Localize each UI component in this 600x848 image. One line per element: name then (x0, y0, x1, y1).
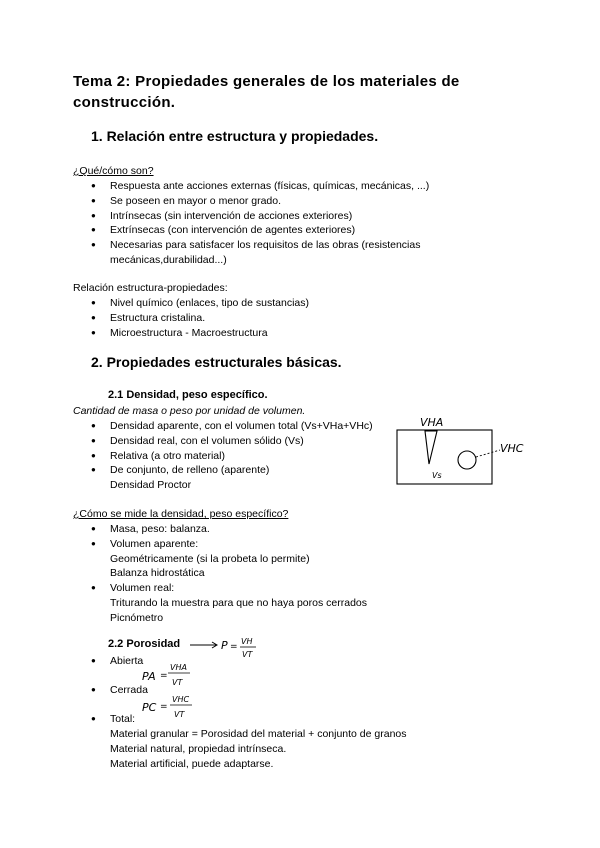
list-item: ● Relativa (a otro material) (91, 449, 391, 464)
porosity-total-lines: Material granular = Porosidad del material + conjunto de granos Material natural, propiedad intrínseca. Material artificial, puede adaptarse. (110, 728, 407, 770)
list-item: ● Se poseen en mayor o menor grado. (91, 194, 431, 209)
relation-bullets (91, 296, 431, 340)
list-item: ● Extrínsecas (con intervención de agentes exteriores) (91, 223, 431, 238)
open-pore-shape (425, 431, 437, 464)
list-item: ● Necesarias para satisfacer los requisitos de las obras (resistencias mecánicas,durabilidad...) (91, 238, 431, 268)
relation-label: Relación estructura-propiedades: (73, 282, 228, 294)
svg-text:VT: VT (172, 678, 183, 687)
pointer-line (476, 450, 500, 457)
subsection-2-2-heading: 2.2 Porosidad (108, 638, 181, 650)
formula-open (140, 660, 230, 692)
list-item: ● Masa, peso: balanza. (91, 522, 451, 537)
svg-text:=: = (230, 642, 238, 652)
formula-lhs: P (221, 639, 228, 652)
list-item: ● Estructura cristalina. (91, 311, 431, 326)
list-item: ● Volumen real: Triturando la muestra para que no haya poros cerrados Picnómetro (91, 581, 451, 625)
label-vhc: VHC (500, 442, 524, 455)
svg-text:=: = (160, 671, 168, 681)
section-1-heading: 1. Relación entre estructura y propiedades. (91, 128, 379, 144)
list-item: ● Volumen aparente: Geométricamente (si la probeta lo permite) Balanza hidrostática (91, 537, 451, 581)
density-definition: Cantidad de masa o peso por unidad de volumen. (73, 405, 306, 417)
porosity-total (91, 712, 135, 727)
sample-box (397, 430, 492, 484)
list-item: ● Intrínsecas (sin intervención de acciones exteriores) (91, 209, 431, 224)
density-bullets (91, 419, 391, 478)
list-item: ● Nivel químico (enlaces, tipo de sustancias) (91, 296, 431, 311)
svg-text:VHA: VHA (170, 663, 187, 672)
list-item: ● Total: (91, 712, 135, 727)
svg-text:PA: PA (142, 670, 156, 683)
svg-text:PC: PC (142, 701, 157, 714)
list-item: ● De conjunto, de relleno (aparente) (91, 463, 391, 478)
measure-question: ¿Cómo se mide la densidad, peso específico? (73, 508, 289, 520)
subsection-2-1-heading: 2.1 Densidad, peso específico. (108, 389, 268, 401)
volume-sketch (392, 410, 532, 490)
density-proctor: Densidad Proctor (110, 479, 192, 491)
label-vs: Vs (432, 471, 442, 480)
list-item: ● Microestructura - Macroestructura (91, 326, 431, 341)
closed-pore-shape (458, 451, 476, 469)
svg-text:VT: VT (174, 710, 185, 719)
svg-text:VHC: VHC (172, 695, 190, 704)
list-item: ● Abierta (91, 654, 143, 669)
label-vha: VHA (420, 416, 444, 429)
list-item: ● Densidad aparente, con el volumen total (Vs+VHa+VHc) (91, 419, 391, 434)
list-item: ● Cerrada (91, 683, 148, 698)
list-item: ● Respuesta ante acciones externas (físicas, químicas, mecánicas, ...) (91, 179, 431, 194)
porosity-open (91, 654, 143, 669)
section-2-heading: 2. Propiedades estructurales básicas. (91, 354, 342, 370)
list-item: ● Densidad real, con el volumen sólido (Vs) (91, 434, 391, 449)
formula-den: VT (242, 650, 253, 659)
formula-num: VH (241, 637, 253, 646)
svg-text:=: = (160, 702, 168, 712)
measure-list (91, 522, 451, 626)
page-title: Tema 2: Propiedades generales de los materiales de construcción. (73, 73, 460, 111)
formula-closed (140, 693, 230, 725)
section-1-bullets (91, 179, 431, 268)
section-1-question: ¿Qué/cómo son? (73, 165, 154, 177)
